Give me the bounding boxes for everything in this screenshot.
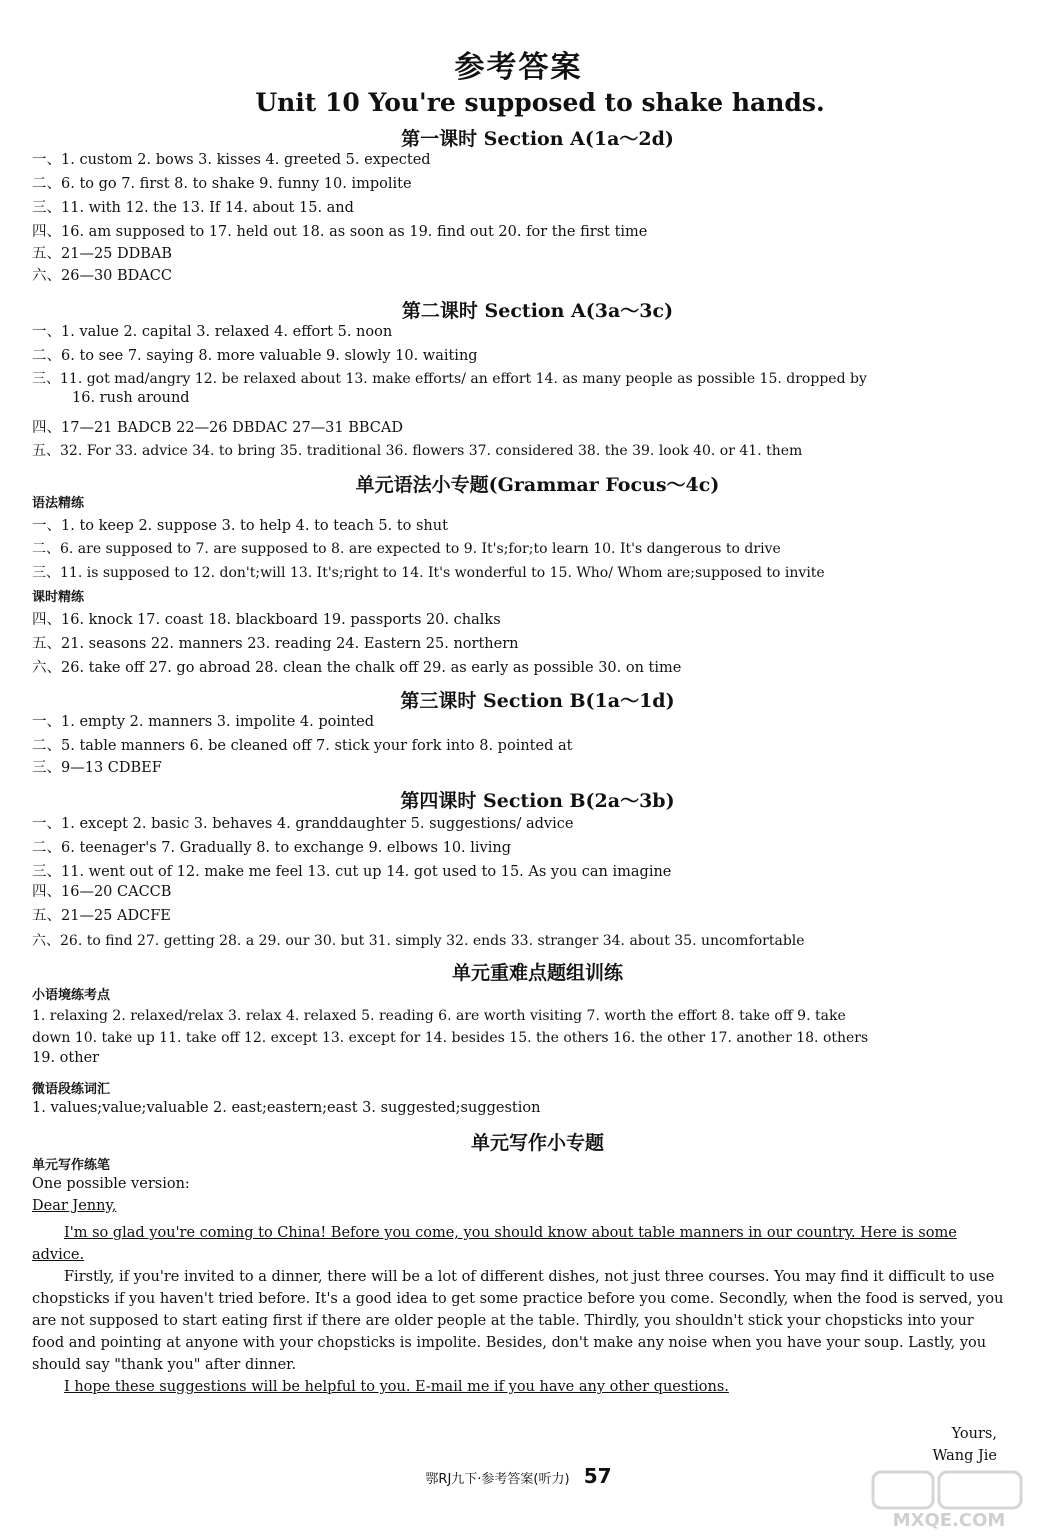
- answer-line: 一、1. except 2. basic 3. behaves 4. granddaughter 5. suggestions/ advice: [32, 816, 574, 832]
- answer-line: 一、1. empty 2. manners 3. impolite 4. pointed: [32, 714, 375, 730]
- answer-line: 四、17—21 BADCB 22—26 DBDAC 27—31 BBCAD: [32, 420, 403, 436]
- watermark-text: MXQE.COM: [892, 1510, 1006, 1530]
- subsection-label: 课时精练: [32, 590, 85, 605]
- section-heading: 单元重难点题组训练: [451, 962, 623, 984]
- essay-body: [32, 1222, 1007, 1398]
- essay-greeting: Dear Jenny,: [32, 1198, 117, 1214]
- answer-line: 二、5. table manners 6. be cleaned off 7. stick your fork into 8. pointed at: [32, 738, 573, 754]
- subsection-label: 语法精练: [32, 496, 85, 511]
- essay-paragraph: Firstly, if you're invited to a dinner, there will be a lot of different dishes, not just three courses. You may find it difficult to use chopsticks if you haven't tried before. It's a good idea to get some practice before you come. Secondly, when the food is served, you are not supposed to start eating first if there are older people at the table. Thirdly, you shouldn't stick your chopsticks into your food and pointing at anyone with your chopsticks is impolite. Besides, don't make any noise when you have your soup. Lastly, you should say "thank you" after dinner.: [32, 1269, 1004, 1373]
- section-heading: 第一课时 Section A(1a～2d): [401, 128, 674, 150]
- essay-intro: One possible version:: [32, 1176, 190, 1192]
- subsection-label: 微语段练词汇: [32, 1082, 111, 1097]
- answer-line: 1. values;value;valuable 2. east;eastern;east 3. suggested;suggestion: [32, 1100, 541, 1116]
- answer-line: 三、11. went out of 12. make me feel 13. cut up 14. got used to 15. As you can imagine: [32, 864, 672, 880]
- answer-line: 四、16. am supposed to 17. held out 18. as soon as 19. find out 20. for the first time: [32, 224, 648, 240]
- page-title: 参考答案: [454, 50, 583, 85]
- answer-line: 一、1. custom 2. bows 3. kisses 4. greeted 5. expected: [32, 152, 431, 168]
- answer-line: 六、26. take off 27. go abroad 28. clean the chalk off 29. as early as possible 30. on time: [32, 660, 682, 676]
- footer-text: 鄂RJ九下·参考答案(听力): [425, 1472, 570, 1487]
- answer-line: 二、6. to go 7. first 8. to shake 9. funny 10. impolite: [32, 176, 412, 192]
- answer-line: 一、1. to keep 2. suppose 3. to help 4. to teach 5. to shut: [32, 518, 448, 534]
- section-heading: 单元语法小专题(Grammar Focus～4c): [355, 474, 720, 496]
- answer-line: down 10. take up 11. take off 12. except 13. except for 14. besides 15. the others 16. the other 17. another 18. others: [32, 1030, 869, 1046]
- answer-line: 三、11. is supposed to 12. don't;will 13. It's;right to 14. It's wonderful to 15. Who/ Whom are;supposed to invite: [32, 565, 825, 581]
- answer-line: 三、9—13 CDBEF: [32, 760, 162, 776]
- answer-line: 二、6. to see 7. saying 8. more valuable 9. slowly 10. waiting: [32, 348, 478, 364]
- answer-line: 1. relaxing 2. relaxed/relax 3. relax 4. relaxed 5. reading 6. are worth visiting 7. worth the effort 8. take off 9. take: [32, 1008, 846, 1024]
- essay-paragraph: I hope these suggestions will be helpful to you. E-mail me if you have any other questions.: [64, 1379, 729, 1395]
- section-heading: 第三课时 Section B(1a～1d): [400, 690, 675, 712]
- unit-title: Unit 10 You're supposed to shake hands.: [255, 88, 825, 117]
- subsection-label: 小语境练考点: [32, 988, 111, 1003]
- essay-closing: Yours,: [951, 1426, 997, 1442]
- answer-line: 五、21—25 ADCFE: [32, 908, 171, 924]
- answer-line: 一、1. value 2. capital 3. relaxed 4. effort 5. noon: [32, 324, 393, 340]
- answer-line: 四、16—20 CACCB: [32, 884, 172, 900]
- answer-line: 三、11. got mad/angry 12. be relaxed about 13. make efforts/ an effort 14. as many people as possible 15. dropped by: [32, 371, 867, 387]
- answer-line: 五、32. For 33. advice 34. to bring 35. traditional 36. flowers 37. considered 38. the 39. look 40. or 41. them: [32, 443, 803, 459]
- answer-line: 六、26. to find 27. getting 28. a 29. our 30. but 31. simply 32. ends 33. stranger 34. about 35. uncomfortable: [32, 933, 805, 949]
- essay-paragraph: I'm so glad you're coming to China! Before you come, you should know about table manners in our country. Here is some advice.: [32, 1225, 957, 1263]
- subsection-label: 单元写作练笔: [32, 1158, 111, 1173]
- answer-line: 六、26—30 BDACC: [32, 268, 172, 284]
- answer-line: 三、11. with 12. the 13. If 14. about 15. and: [32, 200, 354, 216]
- essay-signature: Wang Jie: [932, 1448, 997, 1464]
- section-heading: 第二课时 Section A(3a～3c): [401, 300, 674, 322]
- answer-line: 五、21. seasons 22. manners 23. reading 24. Eastern 25. northern: [32, 636, 519, 652]
- section-heading: 第四课时 Section B(2a～3b): [400, 790, 675, 812]
- page-number: 57: [583, 1464, 612, 1488]
- answer-line: 四、16. knock 17. coast 18. blackboard 19. passports 20. chalks: [32, 612, 501, 628]
- answer-line: 五、21—25 DDBAB: [32, 246, 173, 262]
- answer-line: 二、6. teenager's 7. Gradually 8. to exchange 9. elbows 10. living: [32, 840, 512, 856]
- answer-line: 二、6. are supposed to 7. are supposed to 8. are expected to 9. It's;for;to learn 10. It's dangerous to drive: [32, 541, 781, 557]
- watermark-logo: [869, 1468, 1029, 1530]
- section-heading: 单元写作小专题: [470, 1132, 604, 1154]
- answer-line: 19. other: [32, 1050, 100, 1066]
- answer-line: 16. rush around: [72, 390, 190, 406]
